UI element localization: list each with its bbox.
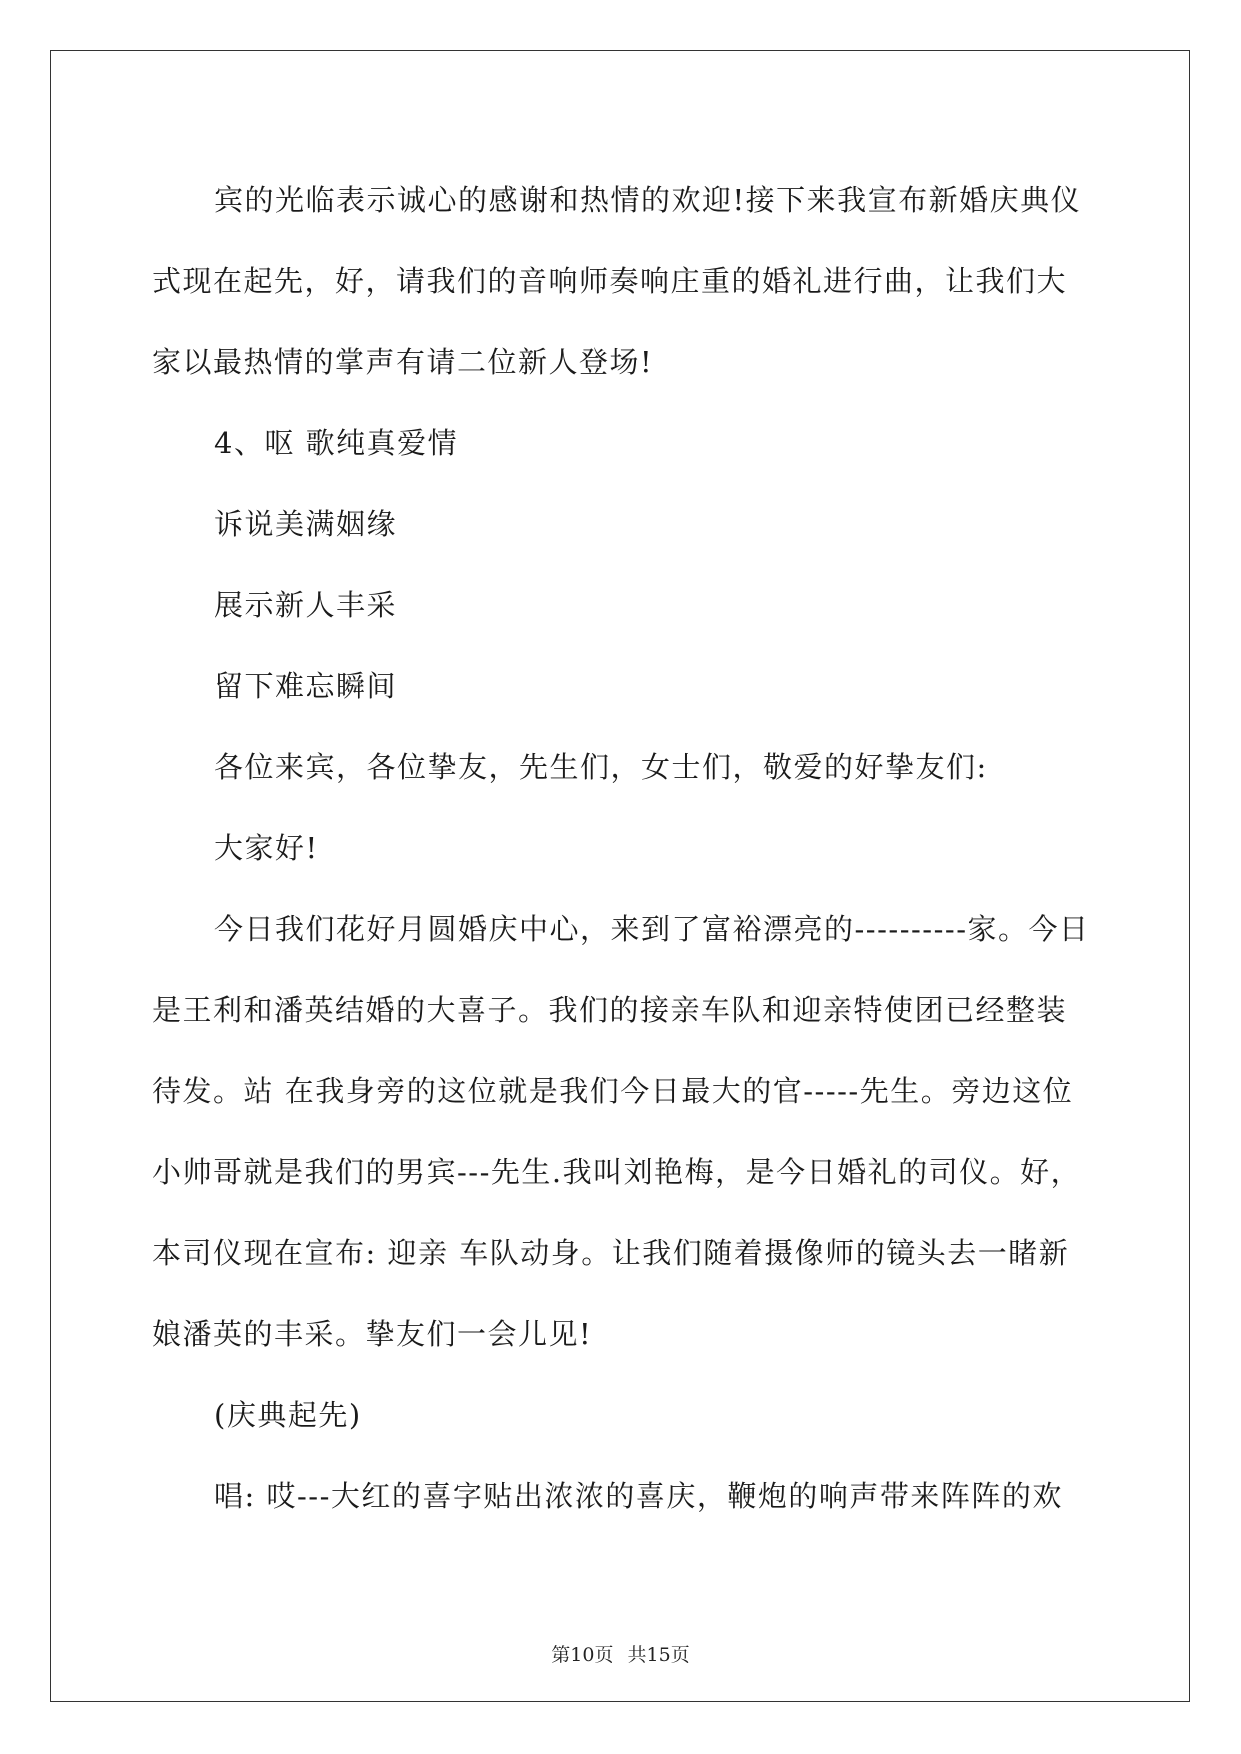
paragraph-7: 大家好! bbox=[214, 831, 319, 865]
document-body bbox=[152, 160, 1092, 1537]
paragraph-2: 4、呕 歌纯真爱情 bbox=[214, 426, 459, 460]
page-footer bbox=[0, 1640, 1241, 1667]
paragraph-5: 留下难忘瞬间 bbox=[214, 669, 398, 703]
paragraph-4: 展示新人丰采 bbox=[214, 588, 398, 622]
paragraph-8: 今日我们花好月圆婚庆中心，来到了富裕漂亮的----------家。今日是王利和潘英结婚的大喜子。我们的接亲车队和迎亲特使团已经整装待发。站 在我身旁的这位就是我们今日最大的官-----先生。旁边这位小帅哥就是我们的男宾---先生.我叫刘艳梅，是今日婚礼的司仪。好，本司仪现在宣布: 迎亲 车队动身。让我们随着摄像师的镜头去一睹新娘潘英的丰采。挚友们一会儿见! bbox=[152, 912, 1090, 1351]
paragraph-10: 唱: 哎---大红的喜字贴出浓浓的喜庆，鞭炮的响声带来阵阵的欢 bbox=[214, 1479, 1063, 1513]
paragraph-3: 诉说美满姻缘 bbox=[214, 507, 398, 541]
paragraph-1: 宾的光临表示诚心的感谢和热情的欢迎!接下来我宣布新婚庆典仪式现在起先，好，请我们的音响师奏响庄重的婚礼进行曲，让我们大家以最热情的掌声有请二位新人登场! bbox=[152, 183, 1082, 379]
page-total: 共15页 bbox=[627, 1644, 690, 1666]
paragraph-9: (庆典起先) bbox=[214, 1398, 362, 1432]
paragraph-6: 各位来宾，各位挚友，先生们，女士们，敬爱的好挚友们: bbox=[214, 750, 988, 784]
page-number: 第10页 bbox=[551, 1644, 614, 1666]
